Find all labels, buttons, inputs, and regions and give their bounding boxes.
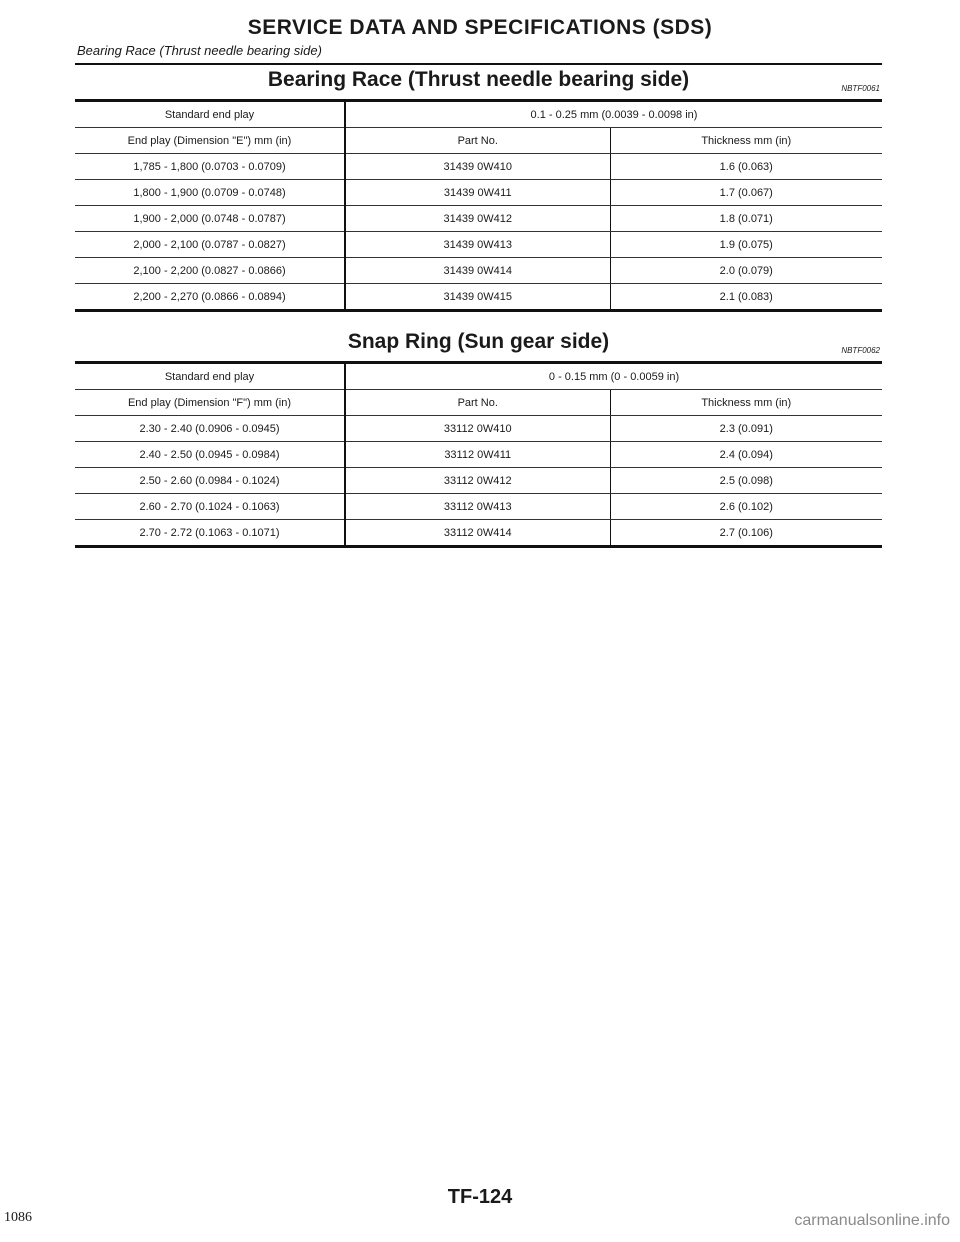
- page-number: TF-124: [447, 1186, 513, 1208]
- part-no-cell: 31439 0W415: [345, 284, 610, 311]
- part-no-cell: 33112 0W414: [345, 520, 610, 547]
- thickness-cell: 1.8 (0.071): [610, 206, 882, 232]
- standard-end-play-value: 0 - 0.15 mm (0 - 0.0059 in): [345, 363, 882, 390]
- end-play-cell: 2,100 - 2,200 (0.0827 - 0.0866): [75, 258, 345, 284]
- table-header-row: [75, 128, 882, 154]
- thickness-cell: 2.3 (0.091): [610, 416, 882, 442]
- table-row: [75, 468, 882, 494]
- end-play-cell: 2.40 - 2.50 (0.0945 - 0.0984): [75, 442, 345, 468]
- title-rule: [75, 63, 882, 65]
- table-row: [75, 258, 882, 284]
- watermark: carmanualsonline.info: [794, 1212, 950, 1229]
- end-play-cell: 2.60 - 2.70 (0.1024 - 0.1063): [75, 494, 345, 520]
- column-header: Thickness mm (in): [610, 390, 882, 416]
- table-row: [75, 154, 882, 180]
- table-header-row: [75, 390, 882, 416]
- thickness-cell: 2.6 (0.102): [610, 494, 882, 520]
- end-play-cell: 2.50 - 2.60 (0.0984 - 0.1024): [75, 468, 345, 494]
- part-no-cell: 33112 0W411: [345, 442, 610, 468]
- page-subtitle: Bearing Race (Thrust needle bearing side): [77, 43, 322, 58]
- part-no-cell: 33112 0W410: [345, 416, 610, 442]
- snap-ring-header: [75, 328, 882, 361]
- standard-end-play-label: Standard end play: [75, 101, 345, 128]
- column-header: End play (Dimension "E") mm (in): [75, 128, 345, 154]
- end-play-cell: 2.70 - 2.72 (0.1063 - 0.1071): [75, 520, 345, 547]
- part-no-cell: 31439 0W413: [345, 232, 610, 258]
- bearing-race-section: [75, 66, 882, 312]
- column-header: Part No.: [345, 390, 610, 416]
- end-play-cell: 2.30 - 2.40 (0.0906 - 0.0945): [75, 416, 345, 442]
- thickness-cell: 2.1 (0.083): [610, 284, 882, 311]
- table-row: [75, 101, 882, 128]
- end-play-cell: 2,000 - 2,100 (0.0787 - 0.0827): [75, 232, 345, 258]
- column-header: Part No.: [345, 128, 610, 154]
- thickness-cell: 2.0 (0.079): [610, 258, 882, 284]
- table-row: [75, 494, 882, 520]
- page-title: SERVICE DATA AND SPECIFICATIONS (SDS): [247, 16, 713, 39]
- table-row: [75, 520, 882, 547]
- snap-ring-table: [75, 361, 882, 548]
- table-row: [75, 284, 882, 311]
- thickness-cell: 2.7 (0.106): [610, 520, 882, 547]
- part-no-cell: 33112 0W413: [345, 494, 610, 520]
- snap-ring-code: NBTF0062: [841, 346, 880, 355]
- end-play-cell: 1,785 - 1,800 (0.0703 - 0.0709): [75, 154, 345, 180]
- bearing-race-table: [75, 99, 882, 312]
- table-row: [75, 232, 882, 258]
- bearing-race-header: [75, 66, 882, 99]
- part-no-cell: 33112 0W412: [345, 468, 610, 494]
- end-play-cell: 2,200 - 2,270 (0.0866 - 0.0894): [75, 284, 345, 311]
- standard-end-play-value: 0.1 - 0.25 mm (0.0039 - 0.0098 in): [345, 101, 882, 128]
- book-page-number: 1086: [4, 1210, 32, 1225]
- part-no-cell: 31439 0W410: [345, 154, 610, 180]
- table-row: [75, 442, 882, 468]
- thickness-cell: 1.9 (0.075): [610, 232, 882, 258]
- thickness-cell: 1.7 (0.067): [610, 180, 882, 206]
- column-header: Thickness mm (in): [610, 128, 882, 154]
- snap-ring-title: Snap Ring (Sun gear side): [347, 330, 610, 353]
- end-play-cell: 1,800 - 1,900 (0.0709 - 0.0748): [75, 180, 345, 206]
- end-play-cell: 1,900 - 2,000 (0.0748 - 0.0787): [75, 206, 345, 232]
- bearing-race-title: Bearing Race (Thrust needle bearing side): [267, 68, 690, 91]
- table-row: [75, 180, 882, 206]
- thickness-cell: 1.6 (0.063): [610, 154, 882, 180]
- column-header: End play (Dimension "F") mm (in): [75, 390, 345, 416]
- table-row: [75, 363, 882, 390]
- table-row: [75, 206, 882, 232]
- standard-end-play-label: Standard end play: [75, 363, 345, 390]
- part-no-cell: 31439 0W411: [345, 180, 610, 206]
- part-no-cell: 31439 0W414: [345, 258, 610, 284]
- bearing-race-code: NBTF0061: [841, 84, 880, 93]
- table-row: [75, 416, 882, 442]
- thickness-cell: 2.4 (0.094): [610, 442, 882, 468]
- snap-ring-section: [75, 328, 882, 548]
- part-no-cell: 31439 0W412: [345, 206, 610, 232]
- thickness-cell: 2.5 (0.098): [610, 468, 882, 494]
